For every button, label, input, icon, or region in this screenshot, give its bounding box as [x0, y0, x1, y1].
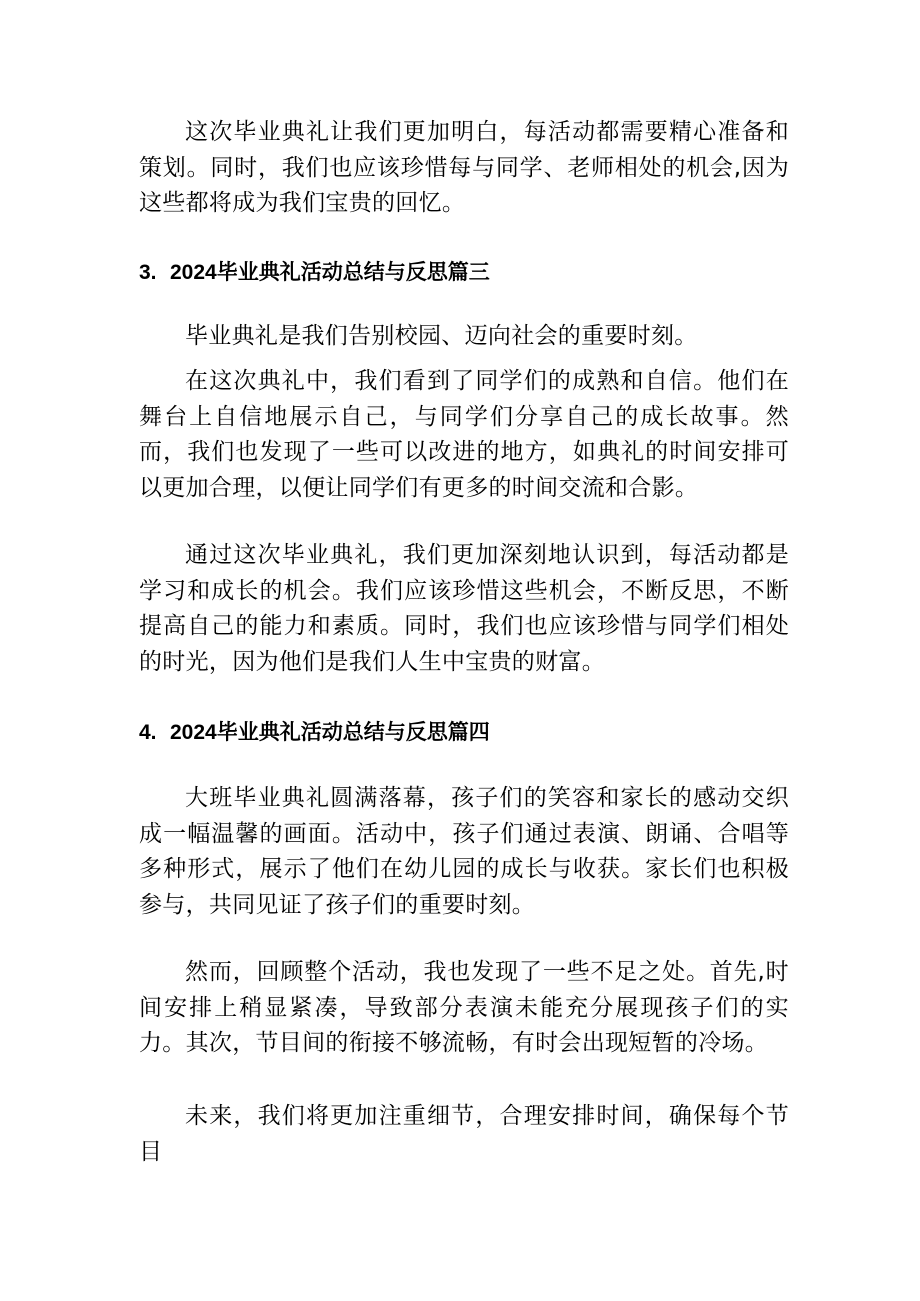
section-4-number: 4.: [139, 721, 157, 744]
section-3-paragraph-2: 在这次典礼中，我们看到了同学们的成熟和自信。他们在舞台上自信地展示自己，与同学们分享自己的成长故事。然而，我们也发现了一些可以改进的地方，如典礼的时间安排可以更加合理，以便让同学们有更多的时间交流和合影。: [139, 368, 789, 501]
section-3-number: 3.: [139, 261, 157, 284]
section-4-title: 2024毕业典礼活动总结与反思篇四: [170, 721, 490, 744]
section-4-paragraph-1: 大班毕业典礼圆满落幕，孩子们的笑容和家长的感动交织成一幅温馨的画面。活动中，孩子们通过表演、朗诵、合唱等多种形式，展示了他们在幼儿园的成长与收获。家长们也积极参与，共同见证了孩子们的重要时刻。: [139, 785, 789, 918]
section-4-heading: [139, 718, 789, 748]
section-3-paragraph-3: 通过这次毕业典礼，我们更加深刻地认识到，每活动都是学习和成长的机会。我们应该珍惜这些机会，不断反思，不断提高自己的能力和素质。同时，我们也应该珍惜与同学们相处的时光，因为他们是我们人生中宝贵的财富。: [139, 542, 789, 675]
section-4-paragraph-2: 然而，回顾整个活动，我也发现了一些不足之处。首先,时间安排上稍显紧凑，导致部分表演未能充分展现孩子们的实力。其次，节目间的衔接不够流畅，有时会出现短暂的冷场。: [139, 959, 789, 1056]
section-3-heading: [139, 258, 789, 288]
section-4-paragraph-3: 未来，我们将更加注重细节，合理安排时间，确保每个节目: [139, 1103, 789, 1165]
section-3-paragraph-1: 毕业典礼是我们告别校园、迈向社会的重要时刻。: [185, 323, 698, 349]
section-3-title: 2024毕业典礼活动总结与反思篇三: [170, 261, 490, 284]
paragraph-intro: 这次毕业典礼让我们更加明白，每活动都需要精心准备和策划。同时，我们也应该珍惜每与同学、老师相处的机会,因为这些都将成为我们宝贵的回忆。: [139, 119, 789, 216]
